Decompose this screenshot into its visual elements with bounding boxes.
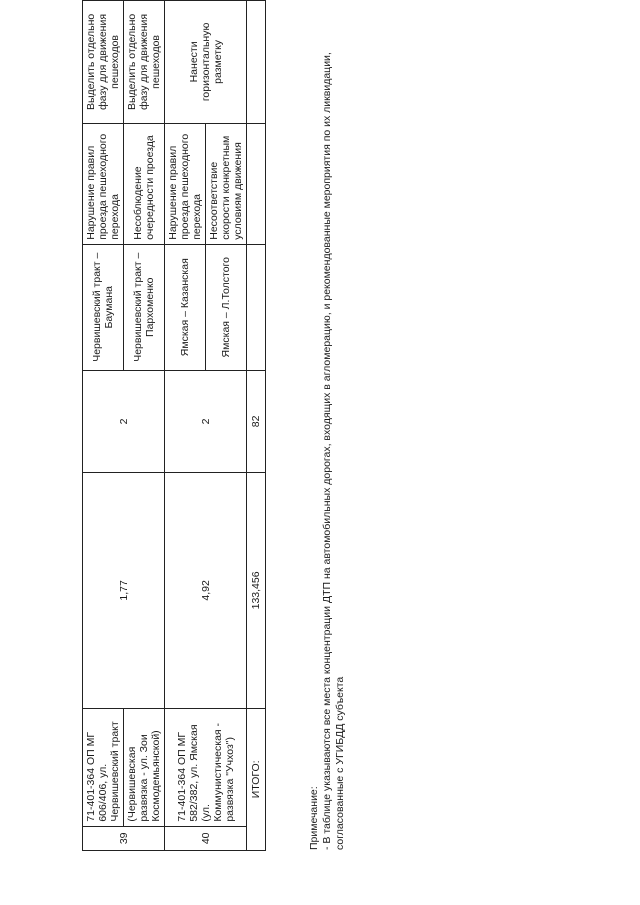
total-length: 133,456 bbox=[247, 473, 266, 709]
measure-text: Выделить отдельно фазу для движения пешеходов bbox=[83, 1, 124, 124]
accident-table bbox=[82, 0, 266, 851]
road-name: 71-401-364 ОП МГ 582/382, ул. Ямская (ул. Коммунистическая - развязка "Учхоз") bbox=[165, 708, 247, 826]
empty-cell bbox=[247, 244, 266, 370]
total-row bbox=[247, 1, 266, 851]
row-number: 40 bbox=[165, 826, 247, 850]
accident-count: 2 bbox=[83, 370, 165, 472]
note-block bbox=[308, 50, 347, 850]
violation-text: Несоблюдение очередности проезда bbox=[124, 123, 165, 244]
empty-cell bbox=[247, 123, 266, 244]
row-number: 39 bbox=[83, 826, 165, 850]
section-name: Червишевский тракт – Баумана bbox=[83, 244, 124, 370]
table-row bbox=[165, 1, 206, 851]
road-subsection: (Червишевская развязка - ул. Зои Космодемьянской) bbox=[124, 708, 165, 826]
road-length: 1,77 bbox=[83, 473, 165, 709]
measure-text: Нанести горизонтальную разметку bbox=[165, 1, 247, 124]
section-name: Червишевский тракт – Пархоменко bbox=[124, 244, 165, 370]
note-title: Примечание: bbox=[308, 786, 320, 850]
accident-count: 2 bbox=[165, 370, 247, 472]
total-count: 82 bbox=[247, 370, 266, 472]
total-label: ИТОГО: bbox=[247, 708, 266, 850]
section-name: Ямская – Казанская bbox=[165, 244, 206, 370]
note-text: - В таблице указываются все места концентрации ДТП на автомобильных дорогах, входящих в агломерацию, и рекомендованные мероприятия по их ликвидации, согласованные с УГИБДД субъекта bbox=[321, 52, 346, 850]
table-row bbox=[83, 1, 124, 851]
empty-cell bbox=[247, 1, 266, 124]
violation-text: Нарушение правил проезда пешеходного перехода bbox=[165, 123, 206, 244]
violation-text: Несоответствие скорости конкретным условиям движения bbox=[206, 123, 247, 244]
road-name: 71-401-364 ОП МГ 606/406, ул. Червишевский тракт bbox=[83, 708, 124, 826]
measure-text: Выделить отдельно фазу для движения пешеходов bbox=[124, 1, 165, 124]
violation-text: Нарушение правил проезда пешеходного перехода bbox=[83, 123, 124, 244]
road-length: 4,92 bbox=[165, 473, 247, 709]
section-name: Ямская – Л.Толстого bbox=[206, 244, 247, 370]
